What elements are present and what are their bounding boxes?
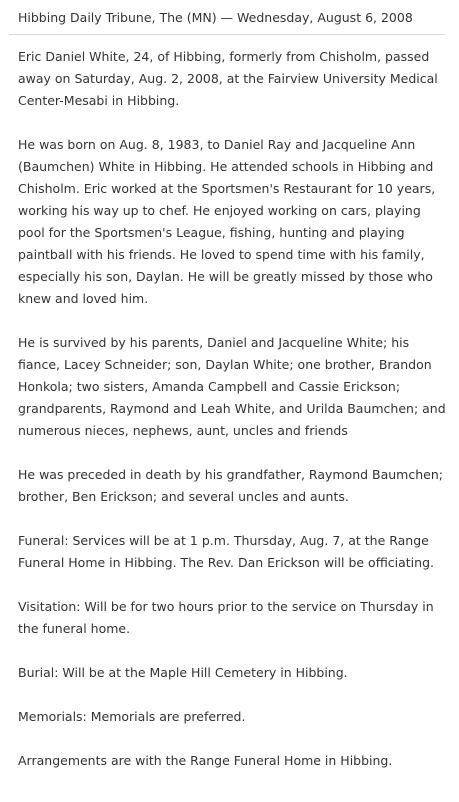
paragraph-visitation: Visitation: Will be for two hours prior to the service on Thursday in the funeral home. (18, 599, 434, 636)
paragraph-memorials: Memorials: Memorials are preferred. (18, 709, 246, 724)
publication-header: Hibbing Daily Tribune, The (MN) — Wednesday, August 6, 2008 (18, 10, 413, 25)
paragraph-survivors: He is survived by his parents, Daniel and Jacqueline White; his fiance, Lacey Schneider; son, Daylan White; one brother, Brandon Honkola; two sisters, Amanda Campbell and Cassie Erickson; grandparents, Raymond and Leah White, and Urilda Baumchen; and numerous nieces, nephews, aunt, uncles and friends (18, 335, 446, 438)
header-divider (9, 34, 445, 35)
paragraph-preceded-in-death: He was preceded in death by his grandfather, Raymond Baumchen; brother, Ben Erickson; and several uncles and aunts. (18, 467, 443, 504)
paragraph-arrangements: Arrangements are with the Range Funeral Home in Hibbing. (18, 753, 393, 768)
obituary-body (18, 46, 449, 794)
paragraph-burial: Burial: Will be at the Maple Hill Cemetery in Hibbing. (18, 665, 348, 680)
paragraph-funeral: Funeral: Services will be at 1 p.m. Thursday, Aug. 7, at the Range Funeral Home in Hibbing. The Rev. Dan Erickson will be officiating. (18, 533, 434, 570)
paragraph-death-notice: Eric Daniel White, 24, of Hibbing, formerly from Chisholm, passed away on Saturday, Aug. 2, 2008, at the Fairview University Medical Center-Mesabi in Hibbing. (18, 49, 438, 108)
paragraph-biography: He was born on Aug. 8, 1983, to Daniel Ray and Jacqueline Ann (Baumchen) White in Hibbing. He attended schools in Hibbing and Chisholm. Eric worked at the Sportsmen's Restaurant for 10 years, working his way up to chef. He enjoyed working on cars, playing pool for the Sportsmen's League, fishing, hunting and playing paintball with his friends. He loved to spend time with his family, especially his son, Daylan. He will be greatly missed by those who knew and loved him. (18, 137, 436, 306)
